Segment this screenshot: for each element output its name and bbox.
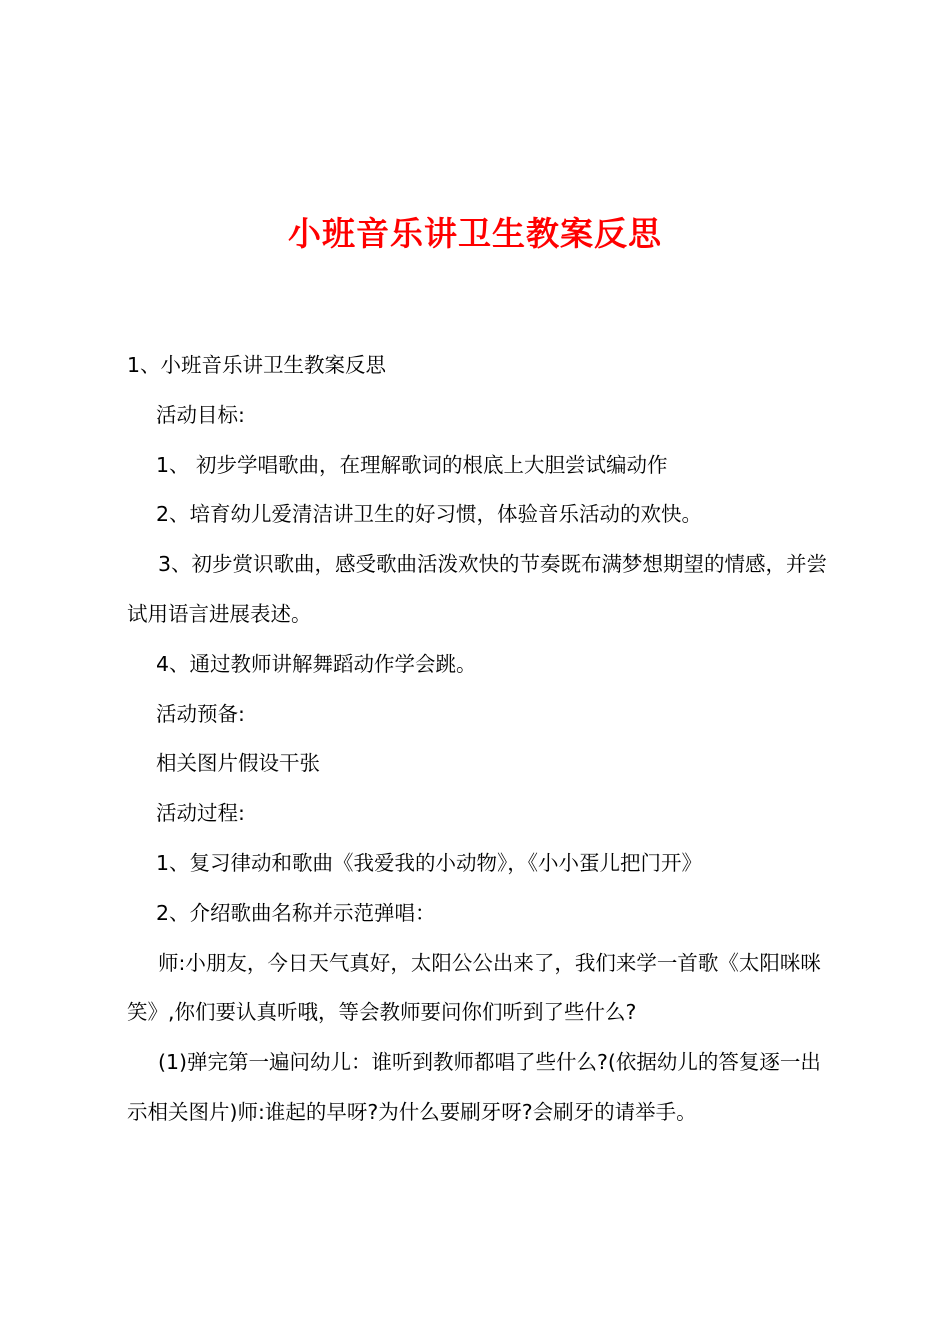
paragraph-prep-label: 活动预备:: [156, 701, 245, 726]
paragraph-first-play: (1)弹完第一遍问幼儿：谁听到教师都唱了些什么?(依据幼儿的答复逐一出示相关图片)师:谁起的早呀?为什么要刷牙呀?会刷牙的请举手。: [127, 1050, 821, 1124]
paragraph-goal-1: 1、 初步学唱歌曲，在理解歌词的根底上大胆尝试编动作: [156, 452, 668, 477]
paragraph-process-label: 活动过程:: [156, 801, 245, 826]
section-heading: 1、小班音乐讲卫生教案反思: [127, 353, 387, 377]
paragraph-teacher-speech: 师:小朋友，今日天气真好，太阳公公出来了，我们来学一首歌《太阳咪咪笑》,你们要认真听哦，等会教师要问你们听到了些什么?: [127, 950, 821, 1025]
paragraph-process-1: 1、复习律动和歌曲《我爱我的小动物》，《小小蛋儿把门开》: [156, 850, 703, 875]
paragraph-process-2: 2、介绍歌曲名称并示范弹唱：: [156, 900, 436, 925]
document-title: 小班音乐讲卫生教案反思: [288, 214, 662, 253]
document-body: [127, 341, 837, 1138]
paragraph-goals-label: 活动目标:: [156, 402, 245, 427]
paragraph-goal-2: 2、培育幼儿爱清洁讲卫生的好习惯，体验音乐活动的欢快。: [156, 502, 703, 527]
paragraph-goal-3: 3、初步赏识歌曲，感受歌曲活泼欢快的节奏既布满梦想期望的情感，并尝试用语言进展表述。: [127, 552, 828, 626]
paragraph-prep-content: 相关图片假设干张: [156, 751, 320, 776]
paragraph-goal-4: 4、通过教师讲解舞蹈动作学会跳。: [156, 651, 477, 676]
